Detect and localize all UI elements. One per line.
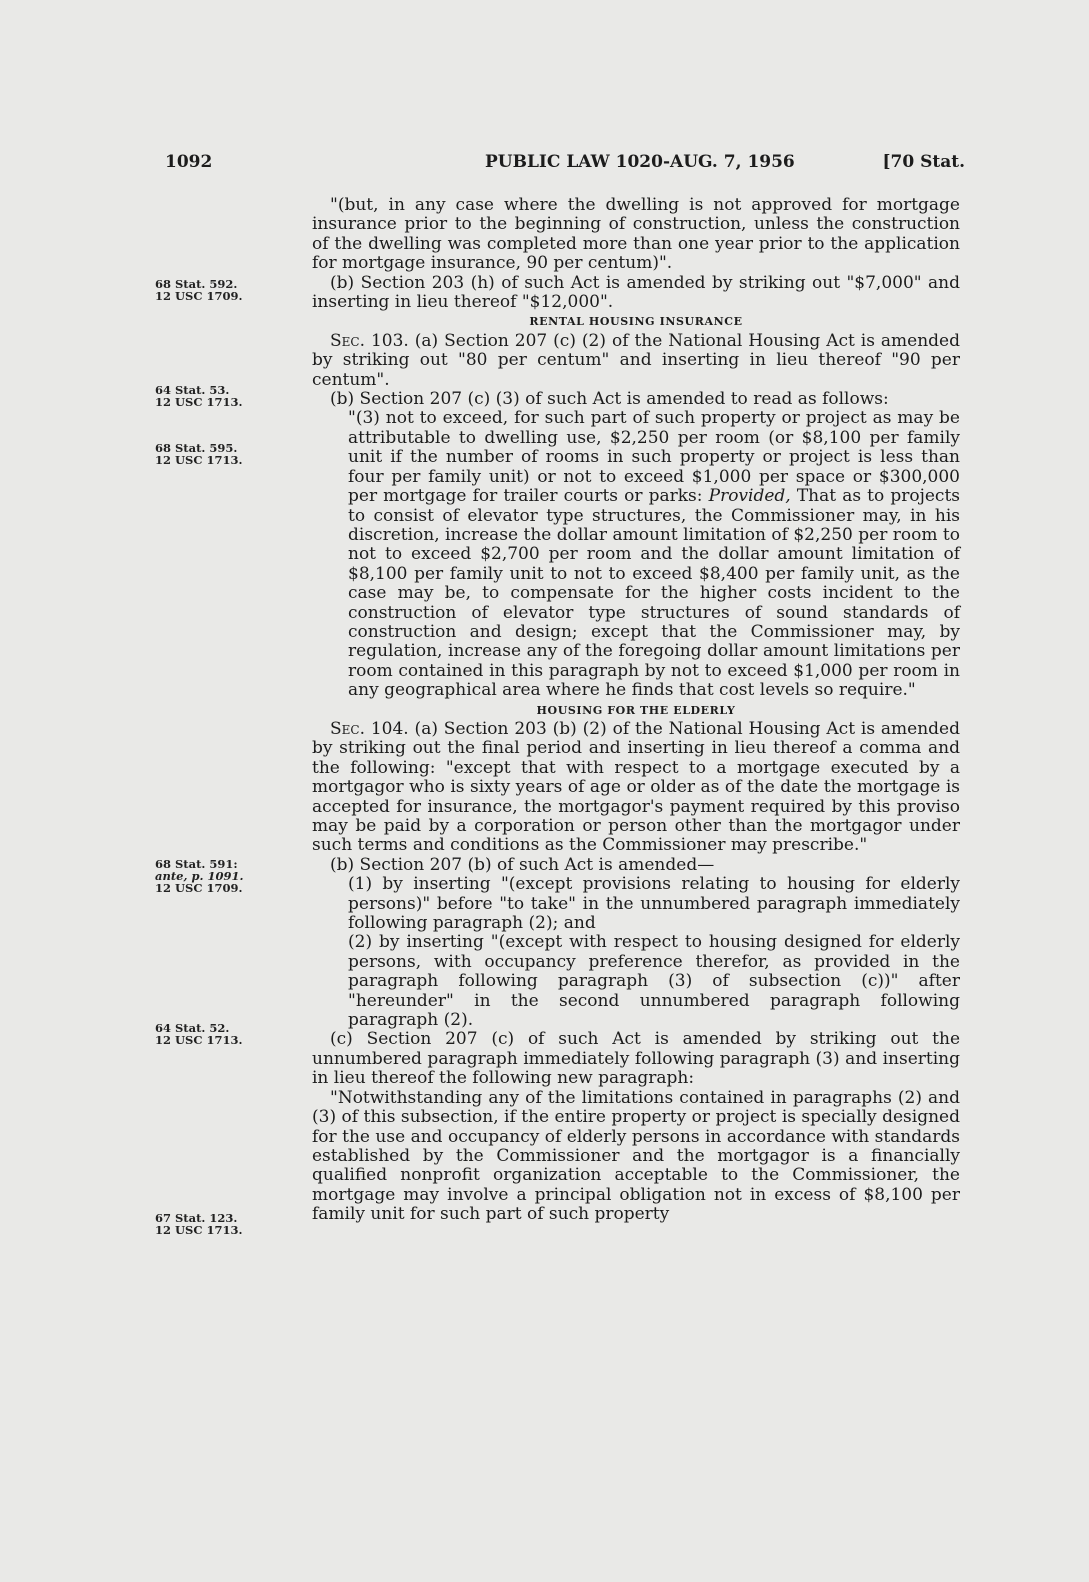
section-label: Sec. 103. bbox=[330, 330, 409, 351]
running-title: PUBLIC LAW 1020-AUG. 7, 1956 bbox=[485, 152, 795, 172]
paragraph bbox=[312, 720, 960, 856]
section-heading: RENTAL HOUSING INSURANCE bbox=[529, 315, 743, 329]
section-text: (a) Section 207 (c) (2) of the National Housing Act is amended by striking out "80 per centum" and inserting in lieu thereof "90 per centum". bbox=[312, 330, 960, 390]
margin-note-line: 68 Stat. 595. bbox=[155, 441, 238, 455]
margin-note bbox=[155, 1022, 295, 1046]
margin-note-line: 64 Stat. 53. bbox=[155, 383, 230, 397]
margin-note bbox=[155, 442, 295, 466]
paragraph: (c) Section 207 (c) of such Act is amended by striking out the unnumbered paragraph immediately following paragraph (3) and inserting in lieu thereof the following new paragraph: bbox=[312, 1029, 960, 1089]
margin-note-line: 68 Stat. 592. bbox=[155, 277, 238, 291]
paragraph bbox=[312, 332, 960, 390]
section-label: Sec. 104. bbox=[330, 718, 409, 739]
subparagraph: (1) by inserting "(except provisions relating to housing for elderly persons)" before "to take" in the unnumbered paragraph immediately following paragraph (2); and bbox=[348, 874, 960, 934]
margin-note-line: 67 Stat. 123. bbox=[155, 1211, 238, 1225]
margin-note-line: 12 USC 1713. bbox=[155, 1223, 243, 1237]
margin-note-line: 12 USC 1713. bbox=[155, 453, 243, 467]
body-text bbox=[312, 196, 960, 1225]
margin-note bbox=[155, 858, 295, 894]
section-text: (a) Section 203 (b) (2) of the National Housing Act is amended by striking out the final period and inserting in lieu thereof a comma and the following: "except that with respect to a mortgage executed by a mortgagor who is sixty years of age or older as of the date the mortgage is accepted for insurance, the mortgagor's payment required by this proviso may be paid by a corporation or person other than the mortgagor under such terms and conditions as the Commissioner may prescribe." bbox=[312, 718, 960, 856]
page-header bbox=[165, 152, 965, 176]
margin-note-line: 64 Stat. 52. bbox=[155, 1021, 230, 1035]
paragraph: (b) Section 203 (h) of such Act is amended by striking out "$7,000" and inserting in lieu thereof "$12,000". bbox=[312, 272, 960, 313]
margin-note bbox=[155, 278, 295, 302]
margin-note-line: ante, p. 1091. bbox=[155, 869, 244, 883]
quoted-paragraph bbox=[312, 409, 960, 700]
margin-note-line: 12 USC 1709. bbox=[155, 881, 243, 895]
subparagraph: (2) by inserting "(except with respect to housing designed for elderly persons, with occupancy preference therefor, as provided in the paragraph following paragraph (3) of subsection (c))" after "hereunder" in the second unnumbered paragraph following paragraph (2). bbox=[348, 932, 960, 1031]
margin-note-line: 12 USC 1709. bbox=[155, 289, 243, 303]
margin-note-line: 12 USC 1713. bbox=[155, 395, 243, 409]
margin-note bbox=[155, 1212, 295, 1236]
margin-note bbox=[155, 384, 295, 408]
paragraph: (b) Section 207 (c) (3) of such Act is amended to read as follows: bbox=[330, 389, 889, 410]
statute-volume: [70 Stat. bbox=[882, 152, 965, 172]
paragraph: "(but, in any case where the dwelling is not approved for mortgage insurance prior to the beginning of construction, unless the construction of the dwelling was completed more than one year prior to the application for mortgage insurance, 90 per centum)". bbox=[312, 195, 960, 274]
paragraph: "Notwithstanding any of the limitations contained in paragraphs (2) and (3) of this subsection, if the entire property or project is specially designed for the use and occupancy of elderly persons in accordance with standards established by the Commissioner and the mortgagor is a financially qualified nonprofit organization acceptable to the Commissioner, the mortgage may involve a principal obligation not in excess of $8,100 per family unit for such part of such property bbox=[312, 1087, 960, 1225]
margin-note-line: 12 USC 1713. bbox=[155, 1033, 243, 1047]
paragraph: (b) Section 207 (b) of such Act is amended— bbox=[330, 854, 715, 875]
quoted-text: "(3) not to exceed, for such part of such property or project as may be attributable to dwelling use, $2,250 per room (or $8,100 per family unit if the number of rooms in such property or project is less than four per family unit) or not to exceed $1,000 per space or $300,000 per mortgage for trailer courts or parks: bbox=[348, 408, 960, 507]
quoted-text: That as to projects to consist of elevator type structures, the Commissioner may, in his discretion, increase the dollar amount limitation of $2,250 per room to not to exceed $2,700 per room and the dollar amount limitation of $8,100 per family unit to not to exceed $8,400 per family unit, as the case may be, to compensate for the higher costs incident to the construction of elevator type structures of sound standards of construction and design; except that the Commissioner may, by regulation, increase any of the foregoing dollar amount limitations per room contained in this paragraph by not to exceed $1,000 per room in any geographical area where he finds that cost levels so require." bbox=[348, 486, 961, 701]
section-heading: HOUSING FOR THE ELDERLY bbox=[536, 703, 736, 717]
page-number: 1092 bbox=[165, 152, 213, 172]
margin-note-line: 68 Stat. 591: bbox=[155, 857, 238, 871]
proviso-word: Provided, bbox=[708, 486, 791, 507]
